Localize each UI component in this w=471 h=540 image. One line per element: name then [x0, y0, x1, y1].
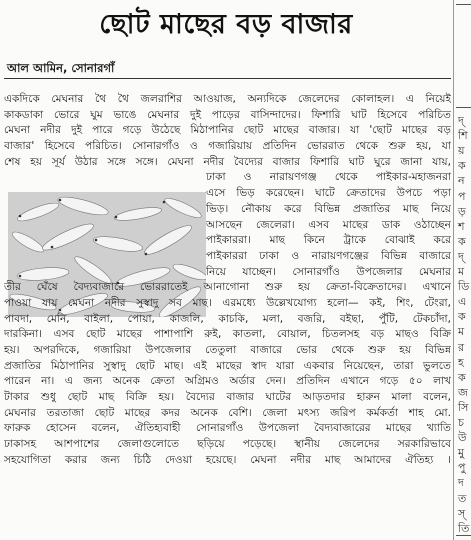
- adjacent-rule-top: [456, 4, 471, 5]
- article-line: প্রজাতির মিঠাপানির সুস্বাদু ছোট মাছ। এই মাছের স্বাদ যারা একবার নিয়েছেন, তারা ভুলতে: [4, 359, 451, 372]
- article-line: আসছেন জেলেরা। এসব মাছের ডাক ওঠাচ্ছেন: [206, 218, 451, 231]
- adjacent-rule-mid: [456, 107, 471, 108]
- article-line: একদিকে মেঘনার থৈ থৈ জলরাশির আওয়াজ, অন্যদিকে জেলেদের কোলাহল। এ নিয়েই: [4, 93, 451, 105]
- article-line: হয়। অপরদিকে, গজারিয়া উপজেলার তেতুলা বাজারে ভোর থেকে শুরু হয় বিভিন্ন: [4, 344, 451, 356]
- adjacent-column-glyph: শি: [458, 129, 468, 143]
- article-line: টাকার শুধু ছোট মাছ বিক্রি হয়। বৈদ্যের বাজার ঘাটের আড়তদার হারুন মালা বলেন,: [4, 391, 451, 404]
- article-line: ঢাকাসহ আশপাশের জেলাগুলোতে ছড়িয়ে পড়েছে। স্থানীয় জেলেদের সরকারিভাবে: [4, 438, 451, 451]
- adjacent-column-glyph: স্: [458, 506, 466, 520]
- byline-author: আল আমিন: [7, 61, 63, 75]
- article-line: দারকিনা। এসব ছোট মাছের পাশাপাশি রুই, কাতলা, বোয়াল, চিতলসহ বড় মাছও বিক্রি: [4, 328, 451, 341]
- adjacent-column-glyph: উ: [458, 431, 467, 445]
- article-body: [4, 92, 451, 469]
- byline: [7, 60, 114, 79]
- adjacent-column-glyph: প: [458, 189, 466, 203]
- article-line: পাইকাররা ঢাকা ও নারায়ণগঞ্জের বিভিন্ন বাজারে: [206, 249, 451, 262]
- adjacent-column-glyph: দ্: [458, 114, 464, 127]
- adjacent-column-glyph: য়: [458, 144, 465, 158]
- adjacent-column-glyph: ম: [458, 265, 465, 278]
- article-line: পাইকাররা। মাছ কিনে ট্রাকে বোঝাই করে: [206, 234, 451, 247]
- adjacent-column-glyph: দ: [458, 476, 464, 490]
- article-line: নিয়ে যাচ্ছেন। সোনারগাঁও উপজেলার মেঘনার: [206, 265, 451, 278]
- article-line: পাবদা, মেনি, বাইলা, পোয়া, কাজলি, কাচকি, মলা, বজরি, বইছা, পুঁটি, টেকচাঁদা,: [4, 312, 451, 325]
- adjacent-column-glyph: ক: [458, 234, 466, 248]
- adjacent-column-glyph: ত: [458, 491, 467, 505]
- article-line: ভিড়। নৌকায় করে বিভিন্ন প্রজাতির মাছ নিয়ে: [206, 202, 451, 215]
- article-line: মেঘনার তরতাজা ছোট মাছের কদর অনেক বেশি। জেলা মৎস্য জরিপ কর্মকর্তা শাহ মো.: [4, 406, 451, 419]
- adjacent-column-glyph: সি: [458, 400, 469, 414]
- adjacent-column-glyph: শ: [458, 219, 465, 233]
- article-line: কাকডাকা ভোরে ঘুম ভাঙে মেঘনার দুই পাড়ের বাসিন্দাদের। ফিশারি ঘাট হিসেবে পরিচিত: [4, 108, 451, 121]
- article-line: ফারুক হোসেন বলেন, ঐতিহ্যবাহী সোনারগাঁও উপজেলা বৈদ্যবাজারের মাছের খ্যাতি: [4, 422, 451, 435]
- adjacent-column-glyph: র: [458, 340, 465, 354]
- adjacent-column-glyph: মু: [458, 446, 465, 460]
- article-lines-before: [4, 92, 451, 170]
- article-line: সহযোগিতা করার জন্য চিঠি দেওয়া হয়েছে। মেঘনা নদীর মাছ আমাদের ঐতিহ্য ।: [4, 453, 451, 466]
- headline: ছোট মাছের বড় বাজার: [99, 9, 353, 40]
- adjacent-column-glyph: ক: [458, 159, 466, 173]
- adjacent-column-glyph: হ: [458, 355, 464, 369]
- column-divider: [453, 0, 454, 540]
- article-line: ঢাকা ও নারায়ণগঞ্জ থেকে পাইকার-মহাজনরা: [206, 171, 451, 184]
- article-line: পারেন না। এ জন্য অনেক ক্রেতা অগ্রিমও অর্ডার দেন। প্রতিদিন এখানে গড়ে ৫০ লাখ: [4, 375, 451, 388]
- article-line: বাজার' হিসেবে পরিচিত। সোনারগাঁও ও গজারিয়ায় প্রতিদিন ভোররাত থেকে শুরু হয়, যা: [4, 140, 451, 153]
- article-line: এসে ভিড় করেছেন। ঘাটে ক্রেতাদের উপচে পড়া: [206, 187, 451, 200]
- adjacent-column-glyph: ম: [458, 325, 465, 339]
- adjacent-column-glyph: তি: [458, 521, 470, 535]
- article-lines-wrap: [4, 170, 451, 280]
- byline-location: সোনারগাঁ: [71, 61, 115, 75]
- adjacent-column-glyph: জ: [458, 385, 468, 399]
- adjacent-column-glyph: দ্: [458, 249, 464, 263]
- adjacent-column-glyph: ড়: [458, 204, 466, 218]
- article-line: পাওয়া যায় মেঘনা নদীর সুস্বাদু সব মাছ। এরমধ্যে উল্লেখযোগ্য হলো— কই, শিং, টেংরা,: [4, 296, 451, 309]
- adjacent-column-glyph: ক: [458, 370, 466, 384]
- article-line: মেঘনা নদীর দুই পারে গড়ে উঠেছে মিঠাপানির ছোট মাছের বাজার। যা 'ছোট মাছের বড়: [4, 124, 451, 137]
- adjacent-column-fragment: [456, 0, 471, 540]
- article-line: শেষ হয় সূর্য উঠার সঙ্গে সঙ্গে। মেঘনা নদীর বৈদ্যের বাজার ফিশারি ঘাট ঘুরে জানা যায়,: [4, 155, 451, 168]
- adjacent-column-glyph: পু: [458, 461, 466, 475]
- adjacent-column-glyph: ডি: [458, 280, 470, 294]
- adjacent-column-glyph: চ: [458, 416, 464, 429]
- article-lines-after: [4, 280, 451, 468]
- article-line: তীর ঘেঁষে বৈদ্যবাজারে ভোররাতেই আনাগোনা শুরু হয় ক্রেতা-বিক্রেতাদের। এখানে: [4, 281, 451, 294]
- adjacent-column-glyph: ন: [458, 174, 465, 188]
- byline-separator: ,: [62, 61, 72, 75]
- byline-divider: [4, 78, 451, 79]
- adjacent-column-glyph: এ: [458, 295, 467, 309]
- adjacent-column-glyph: ক: [458, 310, 466, 324]
